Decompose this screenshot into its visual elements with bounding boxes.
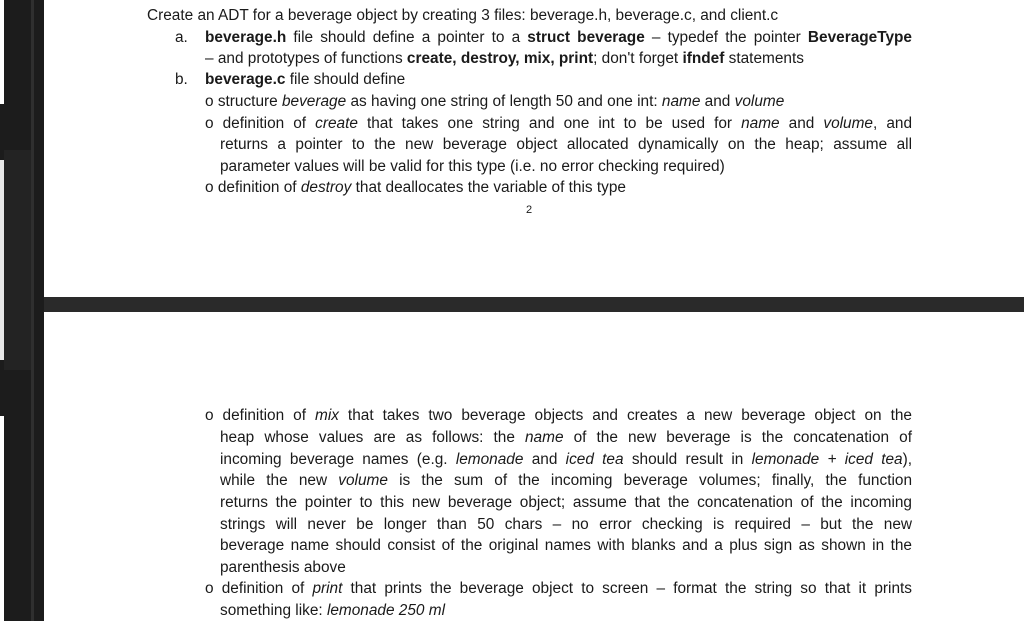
page-rail-bottom xyxy=(0,416,4,621)
bullet-print-line-2: something like: lemonade 250 ml xyxy=(220,602,446,619)
bullet-mix-line-7: beverage name should consist of the original names with blanks and a plus sign as shown in the xyxy=(220,537,912,554)
bullet-mix-line-4: while the new volume is the sum of the incoming beverage volumes; finally, the function xyxy=(220,472,913,489)
page-number: 2 xyxy=(526,204,533,216)
bullet-structure: o structure beverage as having one string of length 50 and one int: name and volume xyxy=(205,93,785,110)
item-a-marker: a. xyxy=(175,29,188,46)
item-a-line-2: – and prototypes of functions create, destroy, mix, print; don't forget ifndef statements xyxy=(205,50,804,67)
bullet-mix-line-3: incoming beverage names (e.g. lemonade and iced tea should result in lemonade + iced tea), xyxy=(220,451,913,468)
page-rail-top xyxy=(0,0,4,104)
viewer-gutter xyxy=(0,0,44,621)
item-b-marker: b. xyxy=(175,71,188,88)
thumbnail-strip xyxy=(4,150,34,370)
document-page-2 xyxy=(44,0,1024,297)
gutter-edge xyxy=(31,0,34,621)
bullet-mix-line-2: heap whose values are as follows: the name of the new beverage is the concatenation of xyxy=(220,429,912,446)
item-a-line-1: beverage.h file should define a pointer to a struct beverage – typedef the pointer BeverageType xyxy=(205,29,912,46)
bullet-create-line-1: o definition of create that takes one string and one int to be used for name and volume, and xyxy=(205,115,912,132)
bullet-print-line-1: o definition of print that prints the beverage object to screen – format the string so that it prints xyxy=(205,580,912,597)
bullet-create-line-2: returns a pointer to the new beverage object allocated dynamically on the heap; assume all xyxy=(220,136,912,153)
bullet-create-line-3: parameter values will be valid for this type (i.e. no error checking required) xyxy=(220,158,725,175)
page-separator xyxy=(44,297,1024,312)
intro-line: Create an ADT for a beverage object by creating 3 files: beverage.h, beverage.c, and client.c xyxy=(147,7,779,24)
document-page-3 xyxy=(44,312,1024,621)
item-b-line-1: beverage.c file should define xyxy=(205,71,406,88)
bullet-mix-line-5: returns the pointer to this new beverage object; assume that the concatenation of the incoming xyxy=(220,494,912,511)
bullet-mix-line-6: strings will never be longer than 50 chars – no error checking is required – but the new xyxy=(220,516,912,533)
bullet-mix-line-1: o definition of mix that takes two beverage objects and creates a new beverage object on the xyxy=(205,407,912,424)
page-rail-middle xyxy=(0,160,4,360)
bullet-mix-line-8: parenthesis above xyxy=(220,559,346,576)
bullet-destroy: o definition of destroy that deallocates the variable of this type xyxy=(205,179,626,196)
